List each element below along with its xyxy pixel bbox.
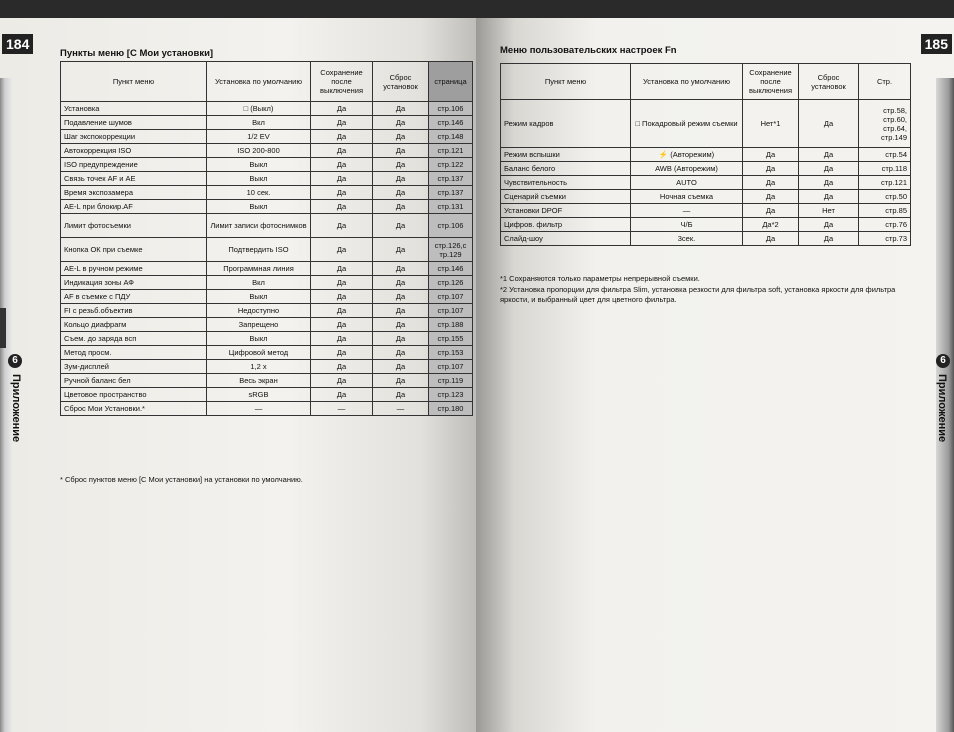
cell-reset: Да — [373, 332, 429, 346]
cell-page: стр.76 — [859, 218, 911, 232]
table-row — [61, 290, 473, 304]
cell-default: Ночная съемка — [631, 190, 743, 204]
cell-menu-item: Чувствительность — [501, 176, 631, 190]
chapter-number-badge: 6 — [936, 354, 950, 368]
cell-default: Подтвердить ISO — [207, 238, 311, 262]
cell-menu-item: ISO предупреждение — [61, 158, 207, 172]
cell-page: стр.137 — [429, 186, 473, 200]
cell-menu-item: Подавление шумов — [61, 116, 207, 130]
cell-menu-item: Связь точек AF и AE — [61, 172, 207, 186]
right-page-title: Меню пользовательских настроек Fn — [500, 45, 677, 56]
cell-menu-item: Цветовое пространство — [61, 388, 207, 402]
table-row — [61, 332, 473, 346]
table-row — [61, 238, 473, 262]
cell-reset: Да — [373, 144, 429, 158]
cell-default: AUTO — [631, 176, 743, 190]
cell-reset: Да — [373, 318, 429, 332]
table-row — [501, 162, 911, 176]
table-row — [501, 232, 911, 246]
cell-saved: Да — [311, 158, 373, 172]
cell-reset: Да — [373, 346, 429, 360]
cell-menu-item: Цифров. фильтр — [501, 218, 631, 232]
cell-default: Выкл — [207, 332, 311, 346]
left-chapter-tab — [8, 354, 22, 368]
header-default: Установка по умолчанию — [207, 62, 311, 102]
cell-saved: Да — [311, 200, 373, 214]
cell-default: sRGB — [207, 388, 311, 402]
cell-default: Выкл — [207, 158, 311, 172]
cell-default: 1,2 x — [207, 360, 311, 374]
cell-menu-item: Автокоррекция ISO — [61, 144, 207, 158]
cell-reset: Да — [373, 360, 429, 374]
cell-menu-item: Установки DPOF — [501, 204, 631, 218]
table-row — [61, 318, 473, 332]
cell-page: стр.121 — [859, 176, 911, 190]
cell-page: стр.107 — [429, 304, 473, 318]
right-settings-table — [500, 63, 911, 246]
cell-default: ⚡ (Авторежим) — [631, 148, 743, 162]
cell-menu-item: Баланс белого — [501, 162, 631, 176]
cell-page: стр.180 — [429, 402, 473, 416]
left-chapter-label: Приложение — [10, 374, 22, 443]
cell-default: Программная линия — [207, 262, 311, 276]
right-chapter-label: Приложение — [936, 374, 948, 443]
cell-page: стр.106 — [429, 102, 473, 116]
cell-reset: Да — [373, 200, 429, 214]
cell-default: Недоступно — [207, 304, 311, 318]
table-row — [61, 116, 473, 130]
cell-reset: Да — [373, 158, 429, 172]
cell-page: стр.122 — [429, 158, 473, 172]
cell-reset: Да — [373, 130, 429, 144]
cell-saved: Да — [311, 102, 373, 116]
cell-page: стр.58, стр.60, стр.64, стр.149 — [859, 100, 911, 148]
table-row — [501, 218, 911, 232]
cell-default: □ Покадровый режим съемки — [631, 100, 743, 148]
cell-page: стр.153 — [429, 346, 473, 360]
cell-saved: Да*2 — [743, 218, 799, 232]
table-row — [61, 346, 473, 360]
cell-menu-item: Сценарий съемки — [501, 190, 631, 204]
cell-reset: Да — [373, 238, 429, 262]
cell-reset: Да — [373, 214, 429, 238]
table-row — [61, 214, 473, 238]
header-default: Установка по умолчанию — [631, 64, 743, 100]
cell-page: стр.54 — [859, 148, 911, 162]
header-page: Стр. — [859, 64, 911, 100]
header-reset: Сброс установок — [373, 62, 429, 102]
table-row — [501, 148, 911, 162]
cell-default: □ (Выкл) — [207, 102, 311, 116]
cell-default: Весь экран — [207, 374, 311, 388]
table-row — [61, 186, 473, 200]
right-footnote-1: *1 Сохраняются только параметры непрерывной съемки. — [500, 274, 700, 283]
cell-saved: Нет*1 — [743, 100, 799, 148]
cell-menu-item: Метод просм. — [61, 346, 207, 360]
cell-page: стр.126,с тр.129 — [429, 238, 473, 262]
cell-page: стр.123 — [429, 388, 473, 402]
cell-reset: Да — [373, 374, 429, 388]
cell-menu-item: Ручной баланс бел — [61, 374, 207, 388]
cell-menu-item: Зум-дисплей — [61, 360, 207, 374]
cell-saved: Да — [743, 176, 799, 190]
cell-page: стр.131 — [429, 200, 473, 214]
cell-page: стр.126 — [429, 276, 473, 290]
cell-menu-item: Режим кадров — [501, 100, 631, 148]
header-saved-after-off: Сохранение после выключения — [743, 64, 799, 100]
cell-saved: Да — [743, 190, 799, 204]
table-row — [61, 102, 473, 116]
cell-default: Вкл — [207, 116, 311, 130]
table-row — [61, 402, 473, 416]
table-row — [61, 262, 473, 276]
cell-menu-item: AE-L при блокир.AF — [61, 200, 207, 214]
header-menu-item: Пункт меню — [61, 62, 207, 102]
left-table-header — [61, 62, 473, 102]
cell-menu-item: Кнопка ОК при съемке — [61, 238, 207, 262]
cell-page: стр.106 — [429, 214, 473, 238]
cell-reset: Да — [799, 176, 859, 190]
header-menu-item: Пункт меню — [501, 64, 631, 100]
left-page-thumb-marker — [0, 308, 6, 348]
cell-default: ISO 200-800 — [207, 144, 311, 158]
cell-saved: Да — [743, 148, 799, 162]
table-row — [501, 190, 911, 204]
cell-reset: Да — [373, 304, 429, 318]
cell-saved: Да — [311, 332, 373, 346]
cell-default: Запрещено — [207, 318, 311, 332]
table-row — [501, 100, 911, 148]
cell-default: Выкл — [207, 200, 311, 214]
right-page-number: 185 — [921, 34, 952, 54]
cell-page: стр.107 — [429, 290, 473, 304]
cell-page: стр.85 — [859, 204, 911, 218]
cell-default: AWB (Авторежим) — [631, 162, 743, 176]
cell-page: стр.148 — [429, 130, 473, 144]
right-footnote-2: *2 Установка пропорции для фильтра Slim, установка резкости для фильтра soft, установка яркости для фильтра яркости, и выбранный цвет для цветного фильтра. — [500, 285, 896, 304]
cell-page: стр.121 — [429, 144, 473, 158]
cell-saved: Да — [311, 346, 373, 360]
cell-reset: Да — [373, 116, 429, 130]
cell-saved: Да — [311, 186, 373, 200]
cell-reset: Да — [373, 262, 429, 276]
cell-page: стр.118 — [859, 162, 911, 176]
cell-saved: Да — [311, 238, 373, 262]
cell-saved: Да — [311, 276, 373, 290]
cell-reset: Да — [799, 190, 859, 204]
cell-saved: Да — [311, 172, 373, 186]
table-row — [61, 374, 473, 388]
table-row — [61, 172, 473, 186]
cell-saved: Да — [311, 360, 373, 374]
table-row — [61, 158, 473, 172]
cell-saved: Да — [311, 214, 373, 238]
cell-reset: Нет — [799, 204, 859, 218]
cell-menu-item: Время экспозамера — [61, 186, 207, 200]
cell-page: стр.73 — [859, 232, 911, 246]
cell-saved: Да — [311, 304, 373, 318]
cell-default: 1/2 EV — [207, 130, 311, 144]
left-page-number: 184 — [2, 34, 33, 54]
cell-default: 3сек. — [631, 232, 743, 246]
table-row — [61, 130, 473, 144]
chapter-number-badge: 6 — [8, 354, 22, 368]
table-row — [61, 360, 473, 374]
cell-menu-item: AF в съемке с ПДУ — [61, 290, 207, 304]
cell-page: стр.50 — [859, 190, 911, 204]
cell-menu-item: Съем. до заряда всп — [61, 332, 207, 346]
cell-menu-item: Сброс Мои Установки.* — [61, 402, 207, 416]
cell-saved: Да — [311, 262, 373, 276]
cell-default: 10 сек. — [207, 186, 311, 200]
right-table-header — [501, 64, 911, 100]
cell-reset: Да — [799, 148, 859, 162]
cell-saved: Да — [311, 116, 373, 130]
cell-default: Выкл — [207, 172, 311, 186]
cell-saved: Да — [311, 144, 373, 158]
cell-reset: — — [373, 402, 429, 416]
cell-saved: Да — [311, 374, 373, 388]
cell-reset: Да — [373, 290, 429, 304]
header-saved-after-off: Сохранение после выключения — [311, 62, 373, 102]
cell-menu-item: Кольцо диафрагм — [61, 318, 207, 332]
cell-reset: Да — [373, 102, 429, 116]
table-row — [61, 200, 473, 214]
table-row — [501, 204, 911, 218]
left-settings-table — [60, 61, 473, 416]
left-footnote: * Сброс пунктов меню [С Мои установки] на установки по умолчанию. — [60, 475, 303, 484]
cell-default: Цифровой метод — [207, 346, 311, 360]
cell-default: Лимит записи фотоснимков — [207, 214, 311, 238]
right-page — [476, 18, 954, 732]
cell-page: стр.107 — [429, 360, 473, 374]
table-row — [61, 144, 473, 158]
cell-default: Выкл — [207, 290, 311, 304]
cell-default: Вкл — [207, 276, 311, 290]
cell-saved: Да — [743, 204, 799, 218]
cell-saved: Да — [311, 290, 373, 304]
cell-menu-item: Слайд-шоу — [501, 232, 631, 246]
cell-menu-item: Установка — [61, 102, 207, 116]
header-reset: Сброс установок — [799, 64, 859, 100]
cell-default: — — [631, 204, 743, 218]
cell-default: — — [207, 402, 311, 416]
cell-saved: — — [311, 402, 373, 416]
right-chapter-tab — [936, 354, 950, 368]
cell-reset: Да — [799, 232, 859, 246]
table-row — [61, 304, 473, 318]
cell-default: Ч/Б — [631, 218, 743, 232]
cell-reset: Да — [799, 218, 859, 232]
cell-reset: Да — [799, 162, 859, 176]
cell-saved: Да — [311, 388, 373, 402]
table-row — [61, 276, 473, 290]
table-row — [61, 388, 473, 402]
left-page-title: Пункты меню [С Мои установки] — [60, 48, 214, 59]
cell-menu-item: AE-L в ручном режиме — [61, 262, 207, 276]
cell-saved: Да — [743, 162, 799, 176]
cell-reset: Да — [799, 100, 859, 148]
cell-reset: Да — [373, 276, 429, 290]
cell-saved: Да — [311, 130, 373, 144]
cell-menu-item: FI с резьб.объектив — [61, 304, 207, 318]
header-page: страница — [429, 62, 473, 102]
left-page — [0, 18, 478, 732]
cell-reset: Да — [373, 186, 429, 200]
cell-reset: Да — [373, 388, 429, 402]
cell-reset: Да — [373, 172, 429, 186]
cell-menu-item: Лимит фотосъемки — [61, 214, 207, 238]
cell-page: стр.146 — [429, 262, 473, 276]
cell-menu-item: Шаг экспокоррекции — [61, 130, 207, 144]
cell-saved: Да — [311, 318, 373, 332]
cell-saved: Да — [743, 232, 799, 246]
cell-page: стр.155 — [429, 332, 473, 346]
cell-page: стр.188 — [429, 318, 473, 332]
table-row — [501, 176, 911, 190]
cell-menu-item: Режим вспышки — [501, 148, 631, 162]
cell-page: стр.137 — [429, 172, 473, 186]
cell-page: стр.119 — [429, 374, 473, 388]
cell-menu-item: Индикация зоны АФ — [61, 276, 207, 290]
cell-page: стр.146 — [429, 116, 473, 130]
